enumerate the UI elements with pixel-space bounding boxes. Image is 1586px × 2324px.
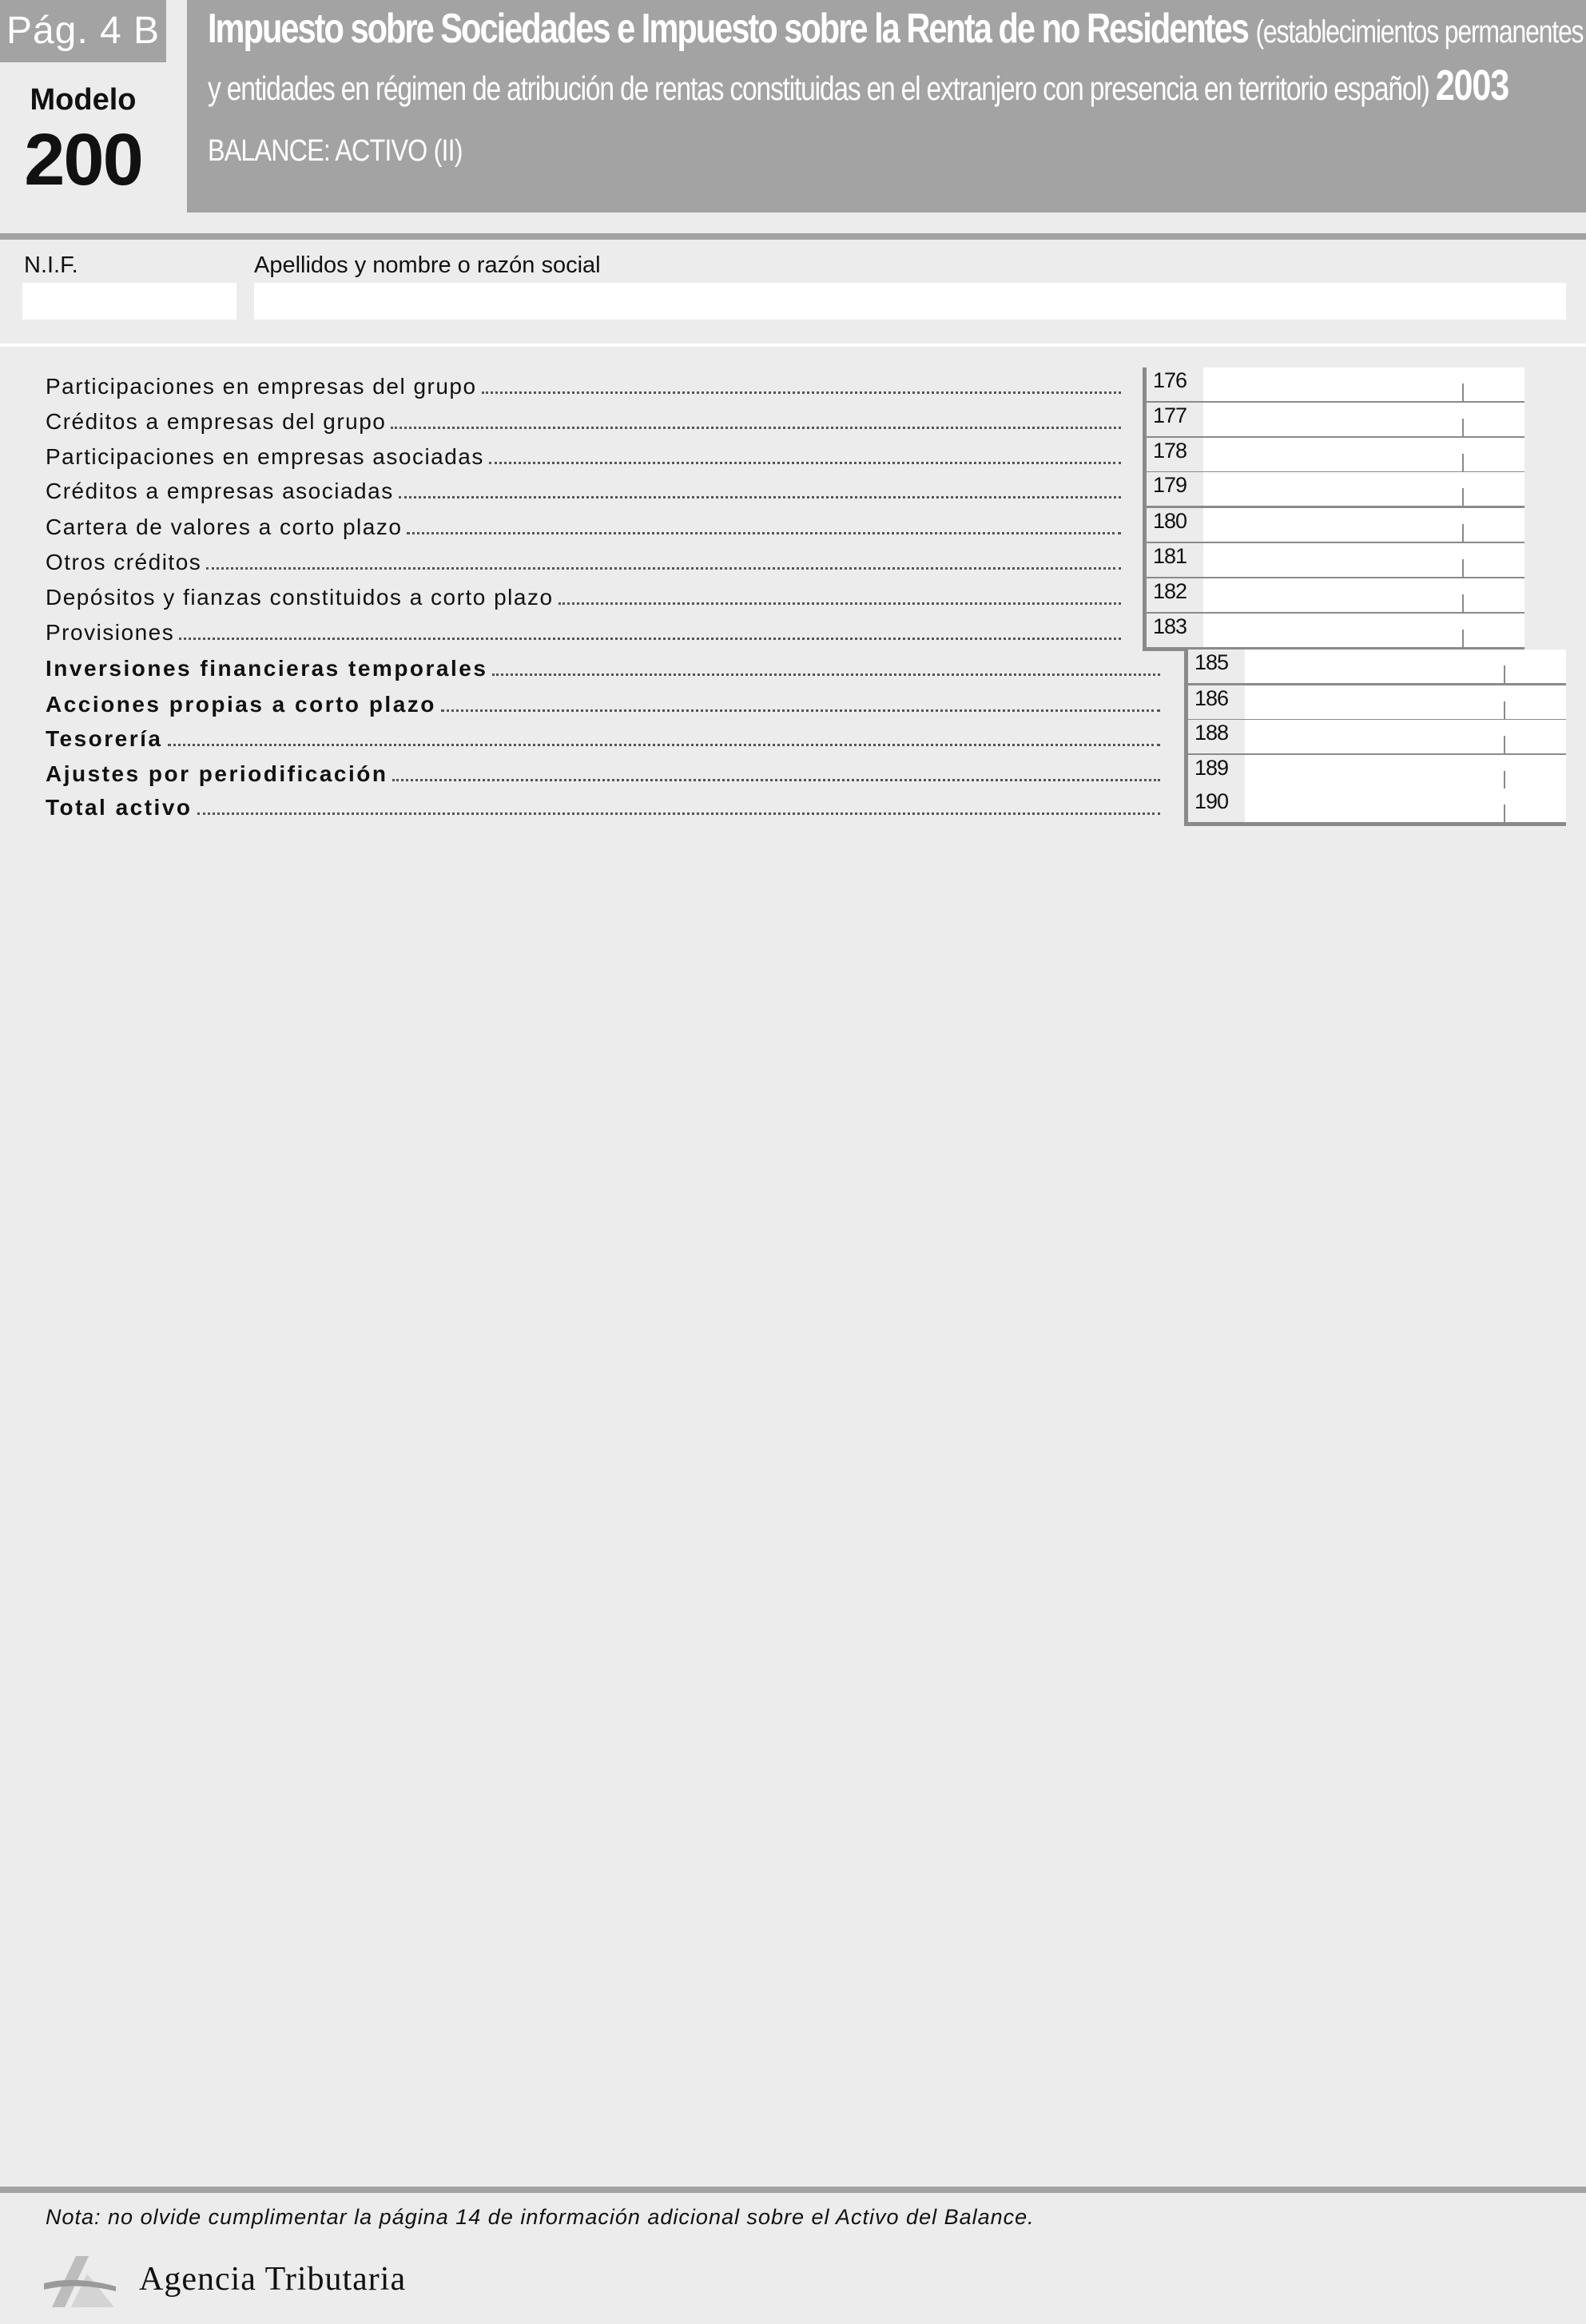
line-item-label: Créditos a empresas asociadas [46, 479, 399, 504]
decimal-separator-mark [1462, 383, 1464, 401]
line-item-label: Inversiones financieras temporales [46, 656, 492, 681]
line-item [46, 614, 1121, 646]
amount-field[interactable] [1143, 508, 1524, 546]
decimal-separator-mark [1462, 454, 1464, 471]
line-item [46, 720, 1160, 752]
name-field[interactable] [254, 283, 1566, 320]
line-item-label: Cartera de valores a corto plazo [46, 514, 407, 540]
amount-field[interactable] [1143, 578, 1524, 616]
box-code: 180 [1143, 508, 1203, 542]
line-item [46, 789, 1160, 820]
dot-leader [392, 779, 1160, 781]
box-code: 177 [1143, 403, 1203, 436]
amount-field[interactable] [1143, 543, 1524, 581]
box-code: 189 [1184, 755, 1245, 789]
modelo-box [0, 73, 166, 211]
decimal-separator-mark [1462, 594, 1464, 612]
amount-field[interactable] [1184, 789, 1566, 826]
form-year: 2003 [1435, 62, 1509, 109]
box-code: 183 [1143, 614, 1203, 647]
line-item-label: Total activo [46, 795, 197, 820]
box-code: 178 [1143, 438, 1203, 471]
line-item-label: Acciones propias a corto plazo [46, 692, 441, 717]
line-item [46, 578, 1121, 610]
dot-leader [441, 709, 1160, 712]
divider [0, 233, 1586, 240]
box-code: 190 [1184, 789, 1245, 822]
decimal-separator-mark [1504, 771, 1505, 789]
form-title-line2 [208, 61, 1508, 110]
section-title: BALANCE: ACTIVO (II) [208, 134, 463, 168]
form-title-main: Impuesto sobre Sociedades e Impuesto sobre la Renta de no Residentes [208, 6, 1248, 52]
name-label: Apellidos y nombre o razón social [254, 252, 601, 278]
line-item-label: Ajustes por periodificación [46, 761, 392, 787]
line-item-label: Tesorería [46, 726, 168, 752]
dot-leader [399, 496, 1121, 499]
decimal-separator-mark [1462, 630, 1464, 647]
form-title-paren: (establecimientos permanentes [1255, 14, 1584, 50]
nif-field[interactable] [22, 283, 237, 320]
decimal-separator-mark [1504, 804, 1505, 822]
dot-leader [206, 567, 1121, 570]
dot-leader [492, 673, 1160, 676]
dot-leader [179, 638, 1121, 640]
form-title [208, 5, 1584, 53]
amount-field[interactable] [1143, 403, 1524, 440]
line-item-label: Participaciones en empresas asociadas [46, 444, 489, 470]
footer-divider [0, 2187, 1586, 2193]
line-item [46, 685, 1160, 717]
modelo-number: 200 [24, 119, 142, 201]
dot-leader [482, 391, 1121, 394]
dot-leader [168, 744, 1161, 746]
amount-field[interactable] [1184, 720, 1566, 757]
divider [0, 344, 1586, 347]
amount-field[interactable] [1143, 472, 1524, 510]
amount-field[interactable] [1143, 614, 1524, 651]
nif-label: N.I.F. [24, 252, 78, 278]
balance-lines [0, 353, 1586, 2191]
line-item [46, 650, 1160, 681]
line-item-label: Otros créditos [46, 550, 206, 575]
page-number: Pág. 4 B [0, 0, 166, 62]
decimal-separator-mark [1462, 559, 1464, 577]
decimal-separator-mark [1504, 736, 1505, 753]
decimal-separator-mark [1462, 524, 1464, 542]
dot-leader [558, 602, 1121, 605]
line-item [46, 508, 1121, 540]
line-item [46, 438, 1121, 470]
box-code: 176 [1143, 367, 1203, 401]
amount-field[interactable] [1143, 438, 1524, 475]
modelo-label: Modelo [30, 83, 137, 117]
box-code: 185 [1184, 650, 1245, 683]
amount-field[interactable] [1184, 755, 1566, 793]
line-item-label: Provisiones [46, 620, 179, 646]
box-code: 181 [1143, 543, 1203, 577]
amount-field[interactable] [1184, 685, 1566, 723]
line-item [46, 367, 1121, 399]
decimal-separator-mark [1462, 488, 1464, 506]
decimal-separator-mark [1504, 701, 1505, 719]
line-item [46, 472, 1121, 504]
line-item-label: Créditos a empresas del grupo [46, 409, 391, 435]
line-item [46, 755, 1160, 787]
box-code: 179 [1143, 472, 1203, 506]
amount-field[interactable] [1143, 367, 1524, 405]
line-item-label: Depósitos y fianzas constituidos a corto plazo [46, 585, 558, 610]
box-code: 188 [1184, 720, 1245, 753]
dot-leader [197, 812, 1160, 815]
taxpayer-identification [0, 241, 1586, 344]
box-code: 186 [1184, 685, 1245, 719]
decimal-separator-mark [1462, 419, 1464, 436]
line-item [46, 403, 1121, 435]
form-title-line2-text: y entidades en régimen de atribución de rentas constituidas en el extranjero con presencia en territorio español) [208, 70, 1429, 107]
dot-leader [391, 427, 1121, 429]
box-code: 182 [1143, 578, 1203, 612]
amount-field[interactable] [1184, 650, 1566, 687]
line-item [46, 543, 1121, 575]
line-item-label: Participaciones en empresas del grupo [46, 374, 482, 399]
dot-leader [489, 462, 1121, 464]
dot-leader [407, 532, 1121, 534]
decimal-separator-mark [1504, 665, 1505, 683]
footer-note: Nota: no olvide cumplimentar la página 14 de información adicional sobre el Activo del Balance. [46, 2205, 1035, 2229]
agencia-tributaria-logo-icon [44, 2251, 116, 2312]
title-band [187, 0, 1586, 213]
agency-name: Agencia Tributaria [139, 2261, 407, 2298]
